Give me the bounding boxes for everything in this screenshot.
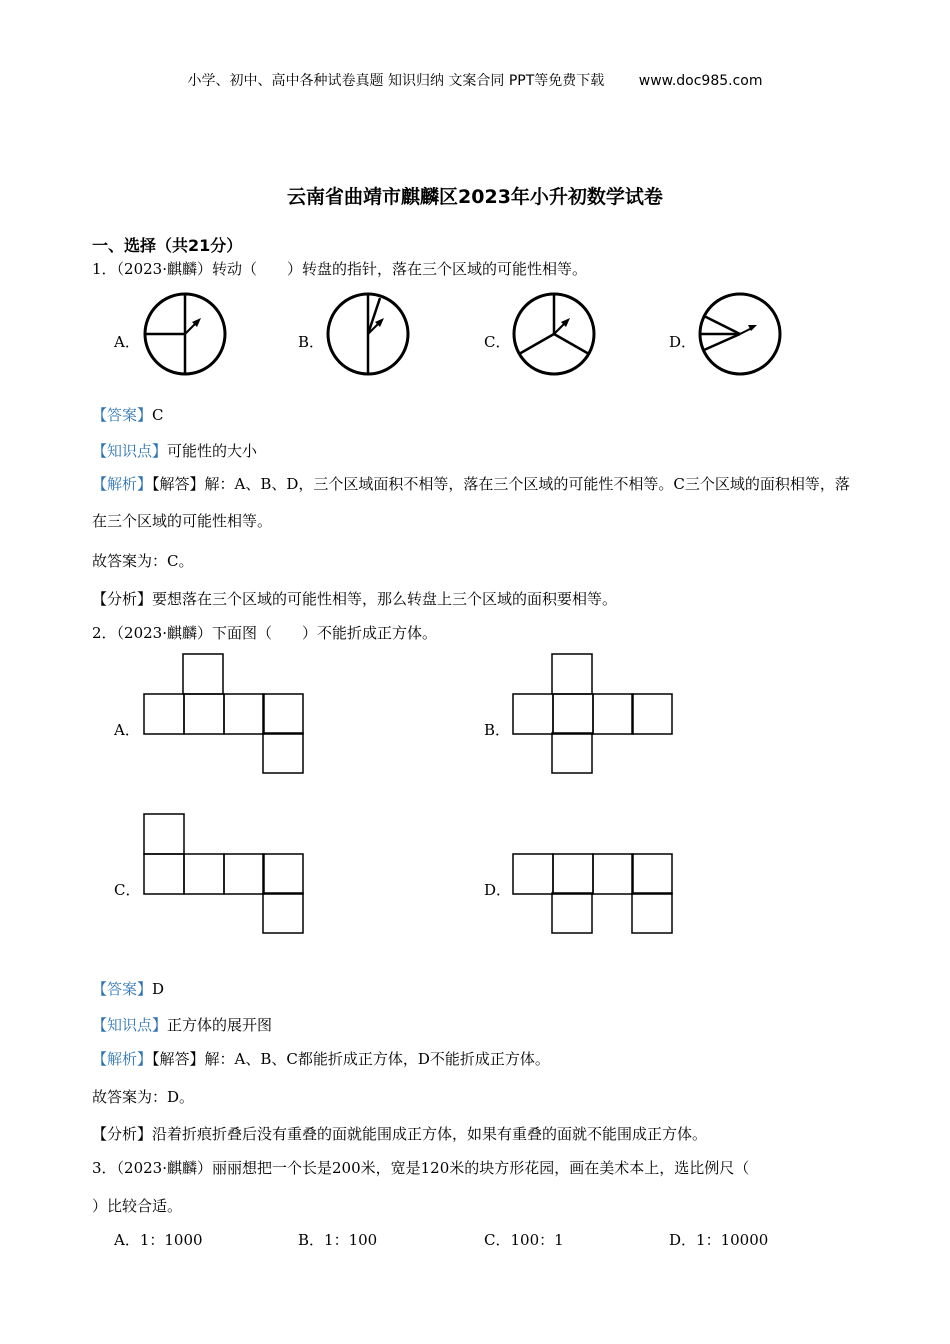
q3-option-a: A．1：1000 <box>114 1231 203 1249</box>
q2-option-a: A． <box>114 721 140 739</box>
q3-option-c: C．100：1 <box>484 1231 564 1249</box>
q1-analysis-text: 【解答】解：A、B、D，三个区域面积不相等，落在三个区域的可能性不相等。C三个区域的面积相等，落在三个区域的可能性相等。 <box>92 475 850 530</box>
q1-answer <box>92 404 164 425</box>
analysis-tag: 【解析】 <box>92 475 153 493</box>
header-text: 小学、初中、高中各种试卷真题 知识归纳 文案合同 PPT等免费下载 <box>187 73 605 89</box>
q1-fenxi <box>92 588 617 609</box>
q1-stem: 1．（2023·麒麟）转动（ ）转盘的指针，落在三个区域的可能性相等。 <box>92 260 587 278</box>
q3-stem-line1: 3．（2023·麒麟）丽丽想把一个长是200米，宽是120米的块方形花园，画在美术本上，选比例尺（ <box>92 1159 750 1177</box>
q3-option-b: B．1：100 <box>298 1231 378 1249</box>
cube-net-d <box>512 853 674 935</box>
q1-conclusion: 故答案为：C。 <box>92 552 194 570</box>
cube-net-c <box>143 813 305 935</box>
q2-analysis <box>92 1048 550 1069</box>
knowledge-tag: 【知识点】 <box>92 442 168 460</box>
q2-knowledge-value: 正方体的展开图 <box>167 1016 273 1034</box>
q2-stem: 2．（2023·麒麟）下面图（ ）不能折成正方体。 <box>92 624 437 642</box>
q2-answer-value: D <box>152 980 165 998</box>
spinner-c <box>512 292 598 378</box>
q1-knowledge-value: 可能性的大小 <box>167 442 258 460</box>
header-url[interactable]: www.doc985.com <box>638 73 763 89</box>
q2-answer <box>92 978 164 999</box>
cube-net-b <box>512 653 674 775</box>
q2-option-b: B． <box>484 721 511 739</box>
fenxi-tag: 【分析】 <box>92 1125 153 1143</box>
q1-option-a: A． <box>114 333 140 351</box>
q1-analysis <box>92 466 862 540</box>
spinner-b <box>326 292 412 378</box>
answer-tag: 【答案】 <box>92 406 153 424</box>
q2-fenxi-text: 沿着折痕折叠后没有重叠的面就能围成正方体，如果有重叠的面就不能围成正方体。 <box>152 1125 708 1143</box>
q2-option-d: D． <box>484 881 512 899</box>
page-header <box>0 70 950 90</box>
q1-option-b: B． <box>298 333 325 351</box>
q2-conclusion: 故答案为：D。 <box>92 1088 195 1106</box>
page-title: 云南省曲靖市麒麟区2023年小升初数学试卷 <box>287 186 663 208</box>
cube-net-a <box>143 653 305 775</box>
analysis-tag: 【解析】 <box>92 1050 153 1068</box>
q2-fenxi <box>92 1123 707 1144</box>
knowledge-tag: 【知识点】 <box>92 1016 168 1034</box>
spinner-a <box>143 292 229 378</box>
q3-option-d: D．1：10000 <box>669 1231 769 1249</box>
spinner-d <box>698 292 784 378</box>
q3-stem-line2: ）比较合适。 <box>92 1197 183 1215</box>
q2-analysis-text: 【解答】解：A、B、C都能折成正方体，D不能折成正方体。 <box>152 1050 550 1068</box>
q2-knowledge <box>92 1014 272 1035</box>
q1-knowledge <box>92 440 257 461</box>
fenxi-tag: 【分析】 <box>92 590 153 608</box>
q2-option-c: C． <box>114 881 141 899</box>
q1-fenxi-text: 要想落在三个区域的可能性相等，那么转盘上三个区域的面积要相等。 <box>152 590 618 608</box>
q1-option-d: D． <box>669 333 697 351</box>
section-heading: 一、选择（共21分） <box>92 236 243 255</box>
answer-tag: 【答案】 <box>92 980 153 998</box>
q1-option-c: C． <box>484 333 511 351</box>
q1-answer-value: C <box>152 406 164 424</box>
